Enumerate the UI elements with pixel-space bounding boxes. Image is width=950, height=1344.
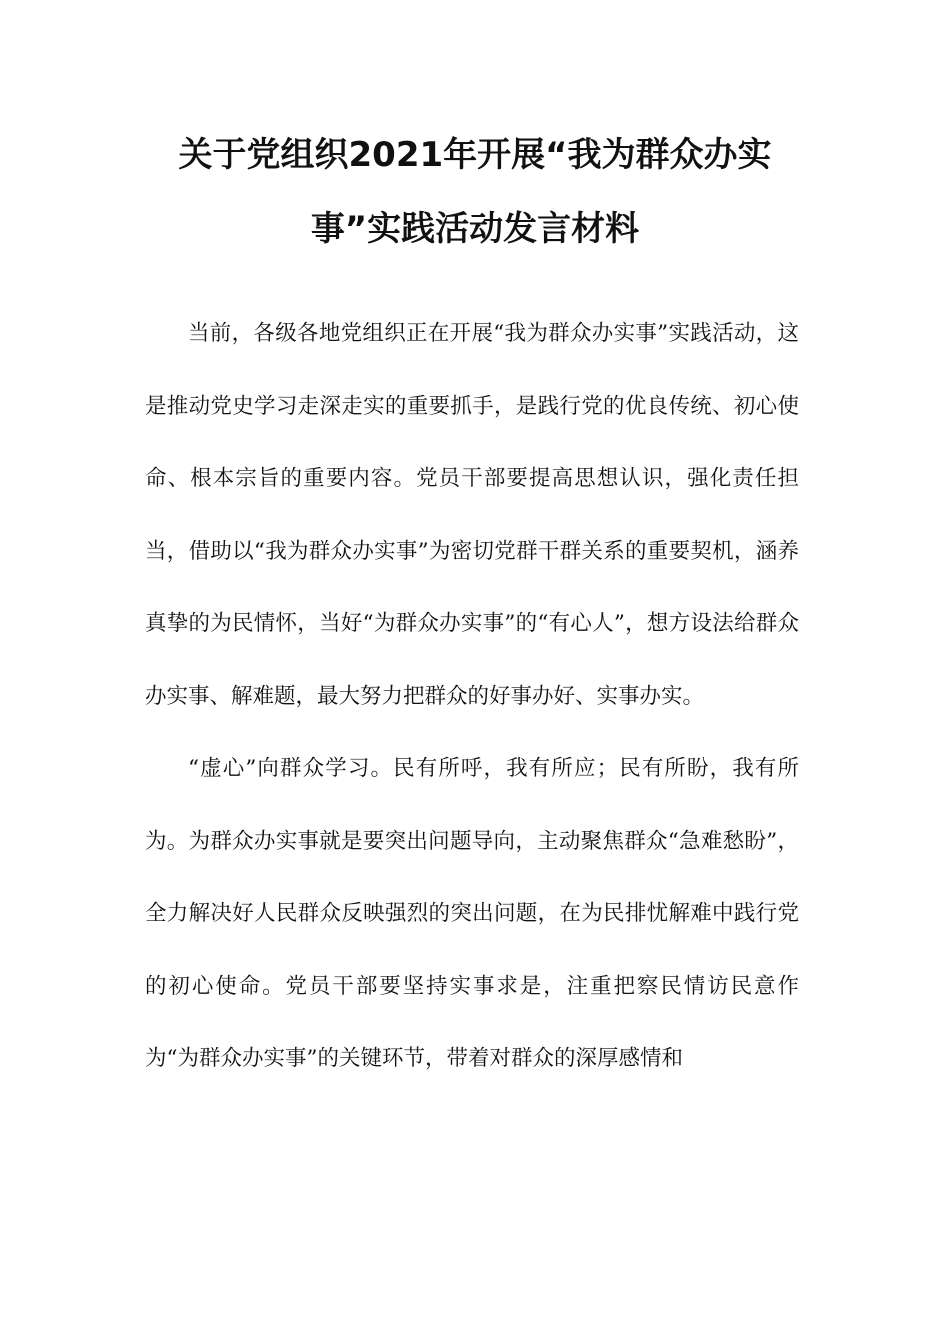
paragraph-learn-from-masses: “虚心”向群众学习。民有所呼，我有所应；民有所盼，我有所为。为群众办实事就是要突出问题导向，主动聚焦群众“急难愁盼”，全力解决好人民群众反映强烈的突出问题，在为民排忧解难中践行党的初心使命。党员干部要坚持实事求是，注重把察民情访民意作为“为群众办实事”的关键环节，带着对群众的深厚感情和 [145,756,799,1071]
document-body [145,298,799,1096]
document-title: 关于党组织2021年开展“我为群众办实事”实践活动发言材料 [178,135,772,249]
paragraph-intro: 当前，各级各地党组织正在开展“我为群众办实事”实践活动，这是推动党史学习走深走实的重要抓手，是践行党的优良传统、初心使命、根本宗旨的重要内容。党员干部要提高思想认识，强化责任担当，借助以“我为群众办实事”为密切党群干群关系的重要契机，涵养真挚的为民情怀，当好“为群众办实事”的“有心人”，想方设法给群众办实事、解难题，最大努力把群众的好事办好、实事办实。 [145,321,799,709]
